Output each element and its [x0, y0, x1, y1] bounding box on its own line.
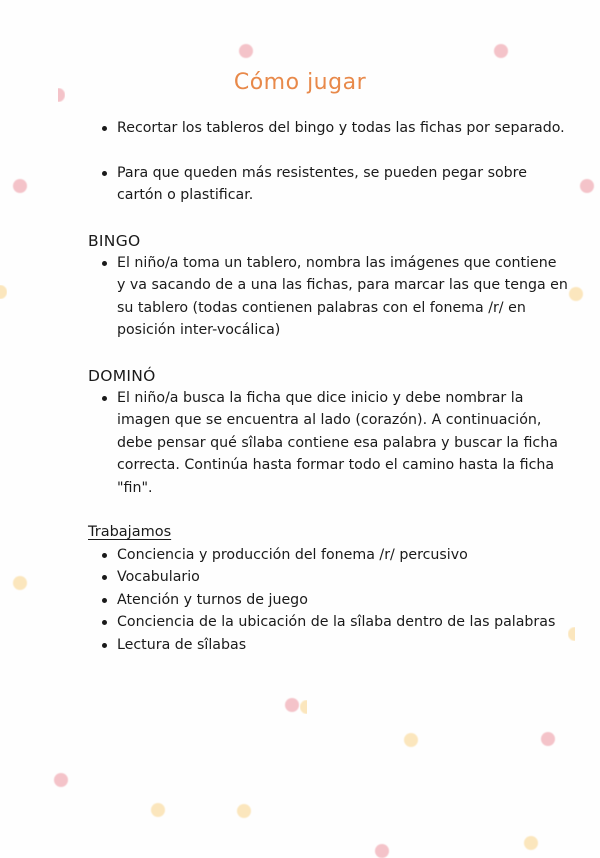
list-item: Atención y turnos de juego: [88, 589, 568, 612]
decorative-dot: [237, 804, 251, 818]
trabajamos-list: [88, 544, 568, 657]
instructions-content: [88, 117, 568, 656]
decorative-dot: [404, 733, 418, 747]
decorative-dot: [580, 179, 594, 193]
bingo-list: [88, 252, 568, 342]
list-item: Conciencia y producción del fonema /r/ percusivo: [88, 544, 568, 567]
decorative-dot: [541, 732, 555, 746]
list-item: Vocabulario: [88, 566, 568, 589]
decorative-dot: [13, 179, 27, 193]
domino-list: [88, 387, 568, 500]
decorative-dot: [300, 700, 314, 714]
list-item: El niño/a toma un tablero, nombra las imágenes que contiene y va sacando de a una las fichas, para marcar las que tenga en su tablero (todas contienen palabras con el fonema /r/ en posición inter-vocálica): [88, 252, 568, 342]
decorative-dot: [569, 287, 583, 301]
list-item: Para que queden más resistentes, se pueden pegar sobre cartón o plastificar.: [88, 162, 568, 207]
decorative-dot: [375, 844, 389, 858]
decorative-dot: [239, 44, 253, 58]
intro-list: [88, 117, 568, 207]
trabajamos-heading: Trabajamos: [88, 524, 172, 540]
decorative-dot: [285, 698, 299, 712]
decorative-dot: [54, 773, 68, 787]
decorative-dot: [524, 836, 538, 850]
decorative-dot: [494, 44, 508, 58]
decorative-dot: [0, 285, 7, 299]
page-title: Cómo jugar: [233, 70, 367, 95]
domino-heading: DOMINÓ: [88, 366, 156, 385]
bingo-heading: BINGO: [88, 231, 141, 250]
trabajamos-section: [88, 521, 568, 544]
list-item: Conciencia de la ubicación de la sîlaba dentro de las palabras: [88, 611, 568, 634]
decorative-dot: [151, 803, 165, 817]
decorative-dot: [13, 576, 27, 590]
decorative-dot: [568, 627, 582, 641]
list-item: Lectura de sîlabas: [88, 634, 568, 657]
list-item: Recortar los tableros del bingo y todas las fichas por separado.: [88, 117, 568, 140]
list-item: El niño/a busca la ficha que dice inicio y debe nombrar la imagen que se encuentra al lado (corazón). A continuación, debe pensar qué sîlaba contiene esa palabra y buscar la ficha correcta. Continúa hasta formar todo el camino hasta la ficha "fin".: [88, 387, 568, 500]
